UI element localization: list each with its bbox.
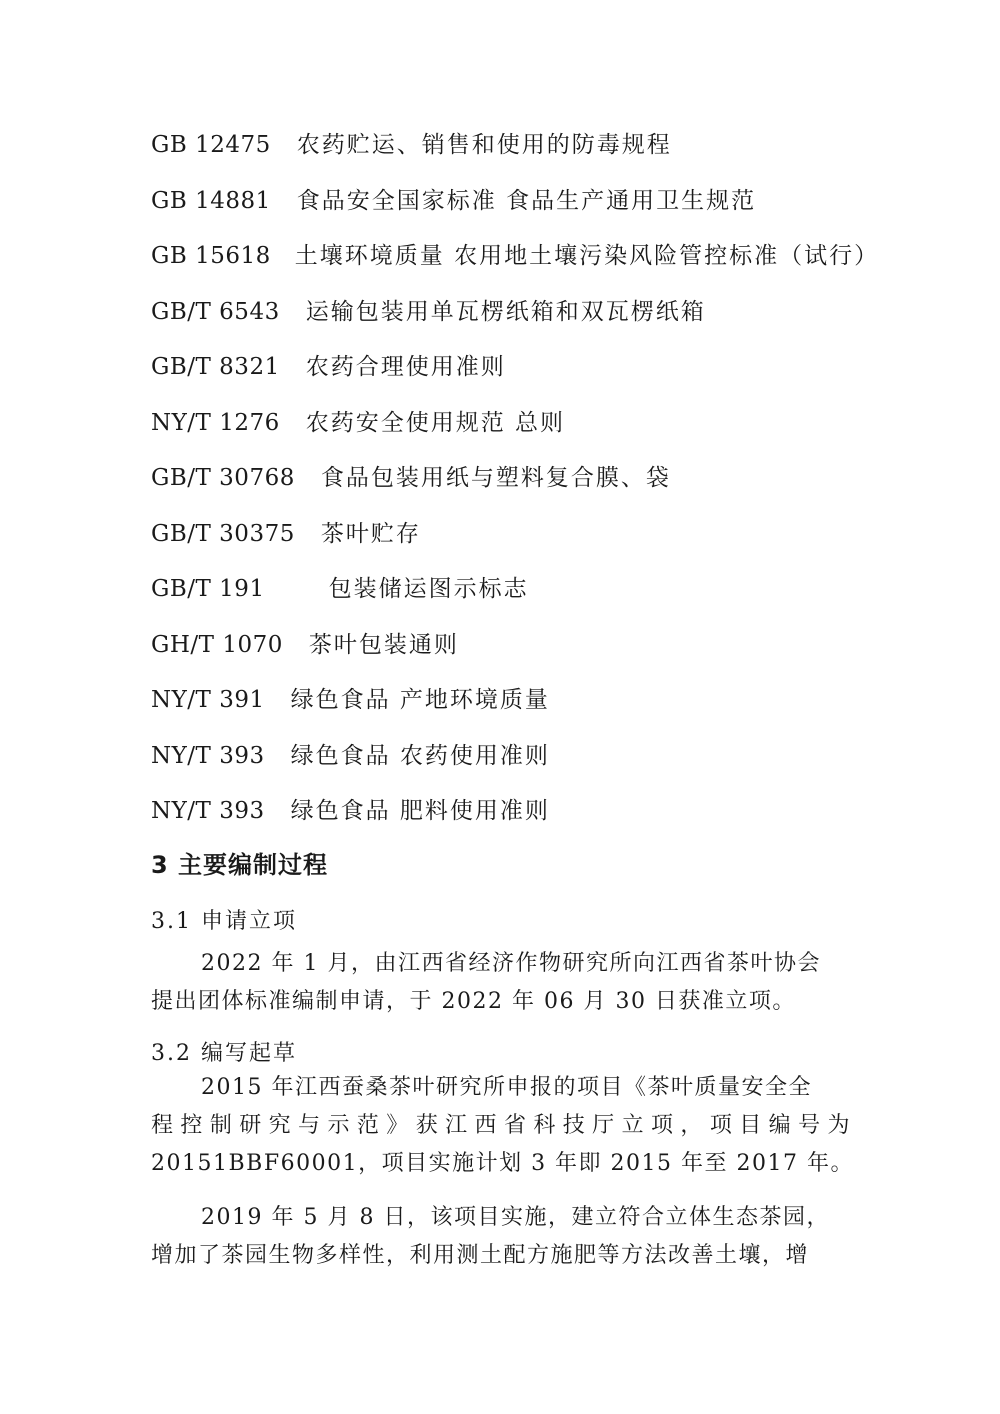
reference-item [151,285,871,341]
standard-code: NY/T 393 [151,798,265,824]
reference-item [151,784,871,840]
standard-code: GB 12475 [151,132,271,158]
standard-code: GB/T 8321 [151,354,280,380]
standard-code: NY/T 1276 [151,409,280,436]
standard-title: 绿色食品 产地环境质量 [290,687,550,713]
standard-code: GB/T 6543 [151,298,280,325]
standard-code: GH/T 1070 [151,631,283,658]
standard-code: GB/T 30375 [151,520,295,547]
standard-title: 农药合理使用准则 [305,354,506,380]
reference-item [151,118,871,174]
paragraph-drafting-2 [151,1199,851,1275]
reference-item [151,618,871,674]
standard-title: 绿色食品 农药使用准则 [290,742,550,769]
section-title: 3 主要编制过程 [151,851,329,879]
standard-title: 绿色食品 肥料使用准则 [290,798,550,824]
reference-item [151,396,871,452]
reference-item [151,562,871,618]
standard-code: GB 14881 [151,187,271,214]
reference-item [151,174,871,230]
reference-standards-list [151,118,880,840]
standard-title: 农药安全使用规范 总则 [305,409,566,436]
reference-item [151,507,871,563]
reference-item [151,340,871,396]
standard-title: 运输包装用单瓦楞纸箱和双瓦楞纸箱 [305,298,706,325]
standard-title: 茶叶包装通则 [308,631,459,658]
standard-code: GB/T 191 [151,576,265,602]
standard-title: 茶叶贮存 [320,520,421,547]
subsection-title-3-1: 3.1 申请立项 [151,909,297,934]
reference-item [151,729,871,785]
text-line: 提出团体标准编制申请，于 2022 年 06 月 30 日获准立项。 [151,989,796,1014]
standard-title: 土壤环境质量 农用地土壤污染风险管控标准（试行） [294,243,880,269]
standard-code: GB 15618 [151,243,271,269]
reference-item [151,673,871,729]
text-line: 2022 年 1 月，由江西省经济作物研究所向江西省茶叶协会 [201,951,821,976]
text-line: 20151BBF60001，项目实施计划 3 年即 2015 年至 2017 年。 [151,1151,855,1176]
paragraph-drafting-1 [151,1069,855,1183]
reference-item [151,451,871,507]
reference-item [151,229,880,285]
text-line: 2019 年 5 月 8 日，该项目实施，建立符合立体生态茶园， [201,1205,830,1230]
text-line: 2015 年江西蚕桑茶叶研究所申报的项目《茶叶质量安全全 [201,1075,812,1100]
standard-title: 食品包装用纸与塑料复合膜、袋 [320,465,671,491]
standard-title: 包装储运图示标志 [328,576,529,602]
text-line: 程控制研究与示范》获江西省科技厅立项，项目编号为 [151,1113,851,1138]
standard-title: 食品安全国家标准 食品生产通用卫生规范 [296,187,757,214]
subsection-title-3-2: 3.2 编写起草 [151,1041,297,1066]
standard-code: GB/T 30768 [151,465,295,491]
standard-code: NY/T 393 [151,742,265,769]
standard-code: NY/T 391 [151,687,265,713]
paragraph-application [151,945,851,1021]
standard-title: 农药贮运、销售和使用的防毒规程 [296,132,672,158]
text-line: 增加了茶园生物多样性，利用测土配方施肥等方法改善土壤，增 [151,1243,810,1268]
